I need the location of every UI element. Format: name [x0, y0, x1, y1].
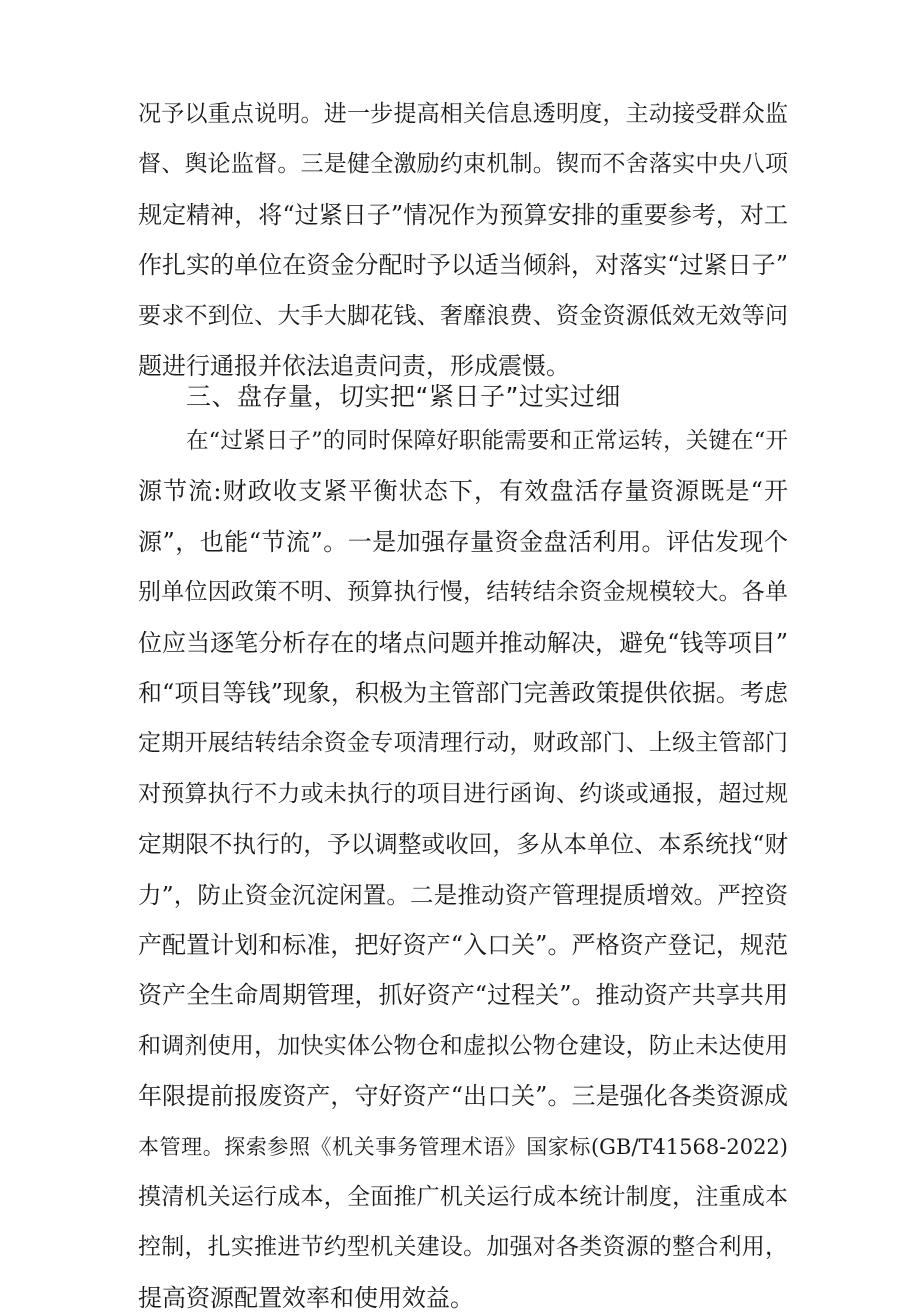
paragraph-1-line: 作扎实的单位在资金分配时予以适当倾斜，对落实“过紧日子”	[138, 251, 788, 279]
paragraph-1-line: 规定精神，将“过紧日子”情况作为预算安排的重要参考，对工	[138, 201, 788, 229]
paragraph-2-line: 力”，防止资金沉淀闲置。二是推动资产管理提质增效。严控资	[138, 881, 788, 909]
section-heading: 三、盘存量，切实把“紧日子”过实过细	[186, 382, 621, 411]
paragraph-2-line: 产配置计划和标准，把好资产“入口关”。严格资产登记，规范	[138, 931, 788, 959]
paragraph-2-line: 年限提前报废资产，守好资产“出口关”。三是强化各类资源成	[138, 1082, 788, 1110]
paragraph-2-line: 资产全生命周期管理，抓好资产“过程关”。推动资产共享共用	[138, 981, 788, 1009]
paragraph-2-line: 位应当逐笔分析存在的堵点问题并推动解决，避免“钱等项目”	[138, 629, 788, 657]
paragraph-2-line: 本管理。探索参照《机关事务管理术语》国家标(GB/T41568-2022)	[138, 1135, 788, 1159]
paragraph-2-line: 别单位因政策不明、预算执行慢，结转结余资金规模较大。各单	[138, 579, 788, 605]
paragraph-2-line: 源节流:财政收支紧平衡状态下，有效盘活存量资源既是“开	[138, 477, 788, 505]
paragraph-2-line: 对预算执行不力或未执行的项目进行函询、约谈或通报，超过规	[138, 781, 788, 807]
paragraph-2-line: 摸清机关运行成本，全面推广机关运行成本统计制度，注重成本	[138, 1184, 788, 1210]
paragraph-2-line: 源”，也能“节流”。一是加强存量资金盘活利用。评估发现个	[138, 528, 788, 556]
paragraph-1-line: 题进行通报并依法追责问责，形成震慑。	[138, 352, 570, 380]
paragraph-2-line: 定期限不执行的，予以调整或收回，多从本单位、本系统找“财	[138, 830, 788, 858]
paragraph-2-line: 和调剂使用，加快实体公物仓和虚拟公物仓建设，防止未达使用	[138, 1033, 788, 1059]
paragraph-2-line: 定期开展结转结余资金专项清理行动，财政部门、上级主管部门	[138, 730, 788, 756]
paragraph-1-line: 督、舆论监督。三是健全激励约束机制。锲而不舍落实中央八项	[138, 151, 788, 177]
paragraph-2-line: 和“项目等钱”现象，积极为主管部门完善政策提供依据。考虑	[138, 679, 788, 707]
paragraph-1-line: 况予以重点说明。进一步提高相关信息透明度，主动接受群众监	[138, 101, 788, 127]
paragraph-2-line: 在“过紧日子”的同时保障好职能需要和正常运转，关键在“开	[186, 428, 788, 454]
paragraph-1-line: 要求不到位、大手大脚花钱、奢靡浪费、资金资源低效无效等问	[138, 303, 788, 329]
paragraph-2-line: 控制，扎实推进节约型机关建设。加强对各类资源的整合利用，	[138, 1234, 788, 1260]
paragraph-2-line: 提高资源配置效率和使用效益。	[138, 1284, 474, 1312]
